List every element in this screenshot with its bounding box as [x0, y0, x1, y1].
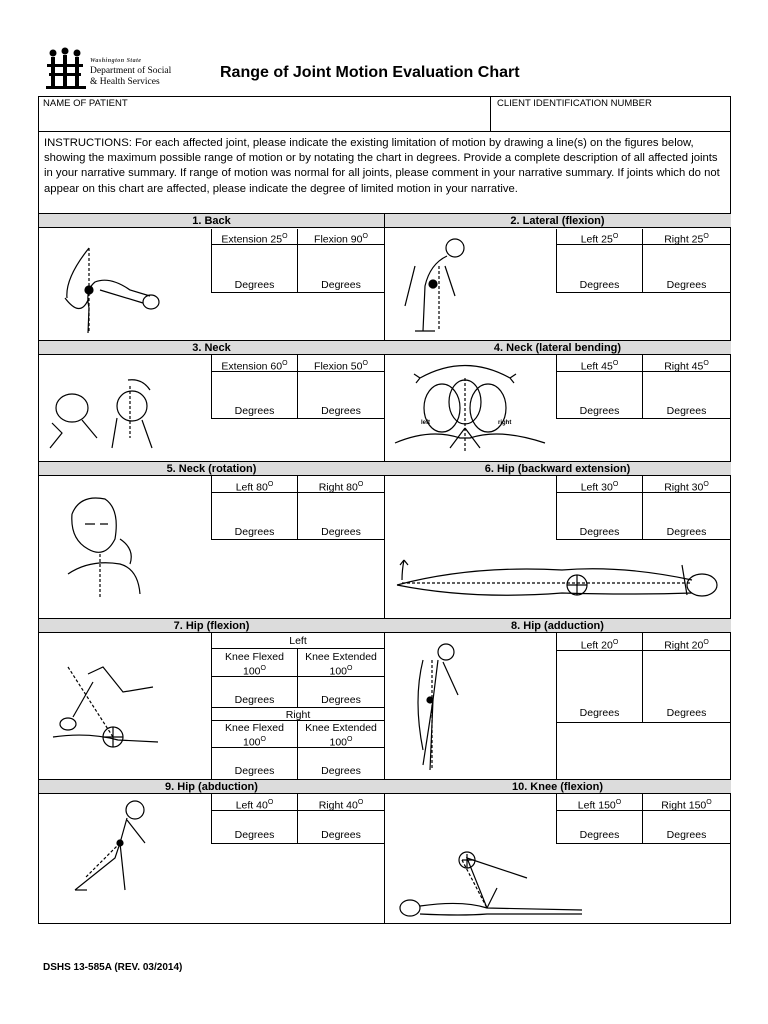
neck-rotation-figure-illustration — [60, 494, 145, 599]
neck-extension-degrees: Degrees — [234, 405, 275, 417]
section-hip-abduction-title: 9. Hip (abduction) — [165, 780, 258, 793]
section-hip-flexion-title: 7. Hip (flexion) — [173, 619, 250, 632]
section-knee-flexion-title: 10. Knee (flexion) — [511, 780, 604, 793]
hip-flexion-right-knee-flexed-input[interactable] — [212, 748, 297, 764]
lateral-right-header: Right $25^O$ — [664, 233, 709, 246]
hip-flexion-left-knee-extended-degrees: Degrees — [321, 694, 361, 706]
back-flexion-input[interactable] — [298, 245, 384, 278]
neck-lateral-left-input[interactable] — [557, 372, 642, 404]
hip-abduction-figure-illustration — [65, 798, 160, 898]
neck-lateral-right-degrees: Degrees — [666, 405, 707, 417]
dshs-logo-icon — [44, 46, 88, 92]
hip-backward-left-header: Left $30^O$ — [580, 481, 619, 494]
section-lateral-title: 2. Lateral (flexion) — [510, 214, 605, 227]
hip-flexion-right-knee-extended-degrees: Degrees — [321, 765, 361, 777]
section-knee-flexion-header — [384, 779, 731, 794]
lateral-left-header: Left $25^O$ — [580, 233, 619, 246]
hip-flexion-figure-illustration — [48, 662, 163, 754]
knee-flexion-left-input[interactable] — [557, 811, 642, 828]
knee-flexion-figure-illustration — [392, 848, 592, 920]
neck-flexion-degrees: Degrees — [321, 405, 361, 417]
client-id-field[interactable] — [492, 110, 730, 131]
hip-adduction-right-input[interactable] — [643, 651, 730, 703]
lateral-right-input[interactable] — [643, 245, 730, 278]
hip-backward-right-degrees: Degrees — [666, 526, 707, 538]
hip-flexion-left-knee-flexed-input[interactable] — [212, 677, 297, 692]
back-extension-degrees: Degrees — [234, 279, 275, 291]
section-neck-header — [39, 340, 384, 355]
logo-dept-text — [90, 66, 171, 88]
neck-lateral-fig-left: left — [421, 420, 430, 426]
lateral-left-input[interactable] — [557, 245, 642, 278]
section-neck-lateral-header — [384, 340, 731, 355]
knee-flexion-left-header: Left $150^O$ — [577, 799, 622, 812]
neck-extension-input[interactable] — [212, 372, 297, 404]
hip-backward-right-input[interactable] — [643, 493, 730, 525]
neck-rotation-left-header: Left $80^O$ — [235, 481, 274, 494]
section-hip-backward-header — [384, 461, 731, 476]
section-hip-adduction-title: 8. Hip (adduction) — [511, 619, 604, 632]
back-extension-input[interactable] — [212, 245, 297, 278]
neck-rotation-right-header: Right $80^O$ — [318, 481, 364, 494]
hip-flexion-right-label: Right — [285, 709, 311, 721]
hip-flexion-left-knee-extended-input[interactable] — [298, 677, 384, 692]
knee-flexion-right-header: Right $150^O$ — [661, 799, 712, 812]
neck-lateral-right-header: Right $45^O$ — [664, 360, 709, 373]
hip-backward-figure-illustration — [392, 545, 727, 610]
hip-flexion-right-knee-extended-input[interactable] — [298, 748, 384, 764]
patient-name-label: NAME OF PATIENT — [43, 98, 128, 109]
back-extension-header: Extension $25^O$ — [221, 233, 288, 246]
dshs-logo — [44, 46, 174, 92]
neck-flexion-input[interactable] — [298, 372, 384, 404]
hip-abduction-left-header: Left $40^O$ — [235, 799, 274, 812]
hip-flexion-right-knee-extended-header: Knee Extended $100^O$ — [305, 722, 377, 749]
back-figure-illustration — [55, 238, 160, 338]
neck-flexion-header: Flexion $50^O$ — [314, 360, 368, 373]
hip-backward-left-degrees: Degrees — [579, 526, 620, 538]
hip-abduction-right-header: Right $40^O$ — [318, 799, 364, 812]
section-neck-rotation-header — [39, 461, 384, 476]
hip-abduction-right-degrees: Degrees — [321, 829, 361, 841]
form-number: DSHS 13-585A (REV. 03/2014) — [43, 962, 183, 973]
neck-rotation-left-degrees: Degrees — [234, 526, 275, 538]
hip-abduction-left-degrees: Degrees — [234, 829, 275, 841]
section-hip-adduction-header — [384, 618, 731, 633]
section-hip-abduction-header — [39, 779, 384, 794]
logo-dept-line1: Department of Social — [90, 66, 172, 76]
section-neck-title: 3. Neck — [192, 341, 231, 354]
hip-adduction-left-degrees: Degrees — [579, 707, 620, 719]
neck-lateral-left-header: Left $45^O$ — [580, 360, 619, 373]
hip-flexion-left-label: Left — [289, 635, 307, 647]
neck-extension-header: Extension $60^O$ — [221, 360, 288, 373]
section-back-title: 1. Back — [192, 214, 231, 227]
neck-lateral-right-input[interactable] — [643, 372, 730, 404]
hip-flexion-right-knee-flexed-degrees: Degrees — [234, 765, 275, 777]
hip-adduction-left-input[interactable] — [557, 651, 642, 703]
hip-flexion-left-knee-flexed-degrees: Degrees — [234, 694, 275, 706]
section-neck-rotation-title: 5. Neck (rotation) — [166, 462, 257, 475]
section-lateral-header — [384, 213, 731, 228]
neck-figure-illustration — [42, 378, 162, 456]
section-back-header — [39, 213, 384, 228]
neck-rotation-left-input[interactable] — [212, 493, 297, 525]
section-neck-lateral-title: 4. Neck (lateral bending) — [493, 341, 622, 354]
lateral-figure-illustration — [395, 236, 470, 336]
back-flexion-degrees: Degrees — [321, 279, 361, 291]
neck-lateral-figure-illustration — [390, 358, 550, 458]
section-hip-backward-title: 6. Hip (backward extension) — [484, 462, 631, 475]
knee-flexion-right-degrees: Degrees — [666, 829, 707, 841]
hip-flexion-left-knee-extended-header: Knee Extended $100^O$ — [305, 651, 377, 678]
hip-adduction-right-header: Right $20^O$ — [664, 639, 709, 652]
hip-flexion-left-knee-flexed-header: Knee Flexed $100^O$ — [225, 651, 284, 678]
hip-backward-left-input[interactable] — [557, 493, 642, 525]
page-title: Range of Joint Motion Evaluation Chart — [220, 64, 520, 81]
back-flexion-header: Flexion $90^O$ — [314, 233, 368, 246]
neck-lateral-left-degrees: Degrees — [579, 405, 620, 417]
hip-flexion-right-knee-flexed-header: Knee Flexed $100^O$ — [225, 722, 284, 749]
logo-state-text: Washington State — [90, 58, 142, 64]
client-id-label: CLIENT IDENTIFICATION NUMBER — [497, 98, 652, 109]
hip-adduction-right-degrees: Degrees — [666, 707, 707, 719]
neck-rotation-right-input[interactable] — [298, 493, 384, 525]
logo-dept-line2: & Health Services — [90, 77, 160, 87]
patient-name-field[interactable] — [40, 110, 490, 131]
neck-rotation-right-degrees: Degrees — [321, 526, 361, 538]
neck-lateral-fig-right: right — [498, 420, 512, 426]
knee-flexion-left-degrees: Degrees — [579, 829, 620, 841]
lateral-right-degrees: Degrees — [666, 279, 707, 291]
hip-abduction-right-input[interactable] — [298, 811, 384, 828]
section-hip-flexion-header — [39, 618, 384, 633]
instructions-text: INSTRUCTIONS: For each affected joint, please indicate the existing limitation of motion by drawing a line(s) on the figures below, showing the maximum possible range of motion or by notating the chart in degrees. Provide a complete description of all affected joints in your narrative summary. If range of motion was normal for all joints, please comment in your narrative summary. If joints which do not appear on this chart are affected, please indicate the degree of limited motion in your narrative. — [44, 137, 720, 195]
lateral-left-degrees: Degrees — [579, 279, 620, 291]
hip-adduction-figure-illustration — [408, 640, 463, 775]
hip-backward-right-header: Right $30^O$ — [664, 481, 709, 494]
hip-adduction-left-header: Left $20^O$ — [580, 639, 619, 652]
hip-abduction-left-input[interactable] — [212, 811, 297, 828]
knee-flexion-right-input[interactable] — [643, 811, 730, 828]
